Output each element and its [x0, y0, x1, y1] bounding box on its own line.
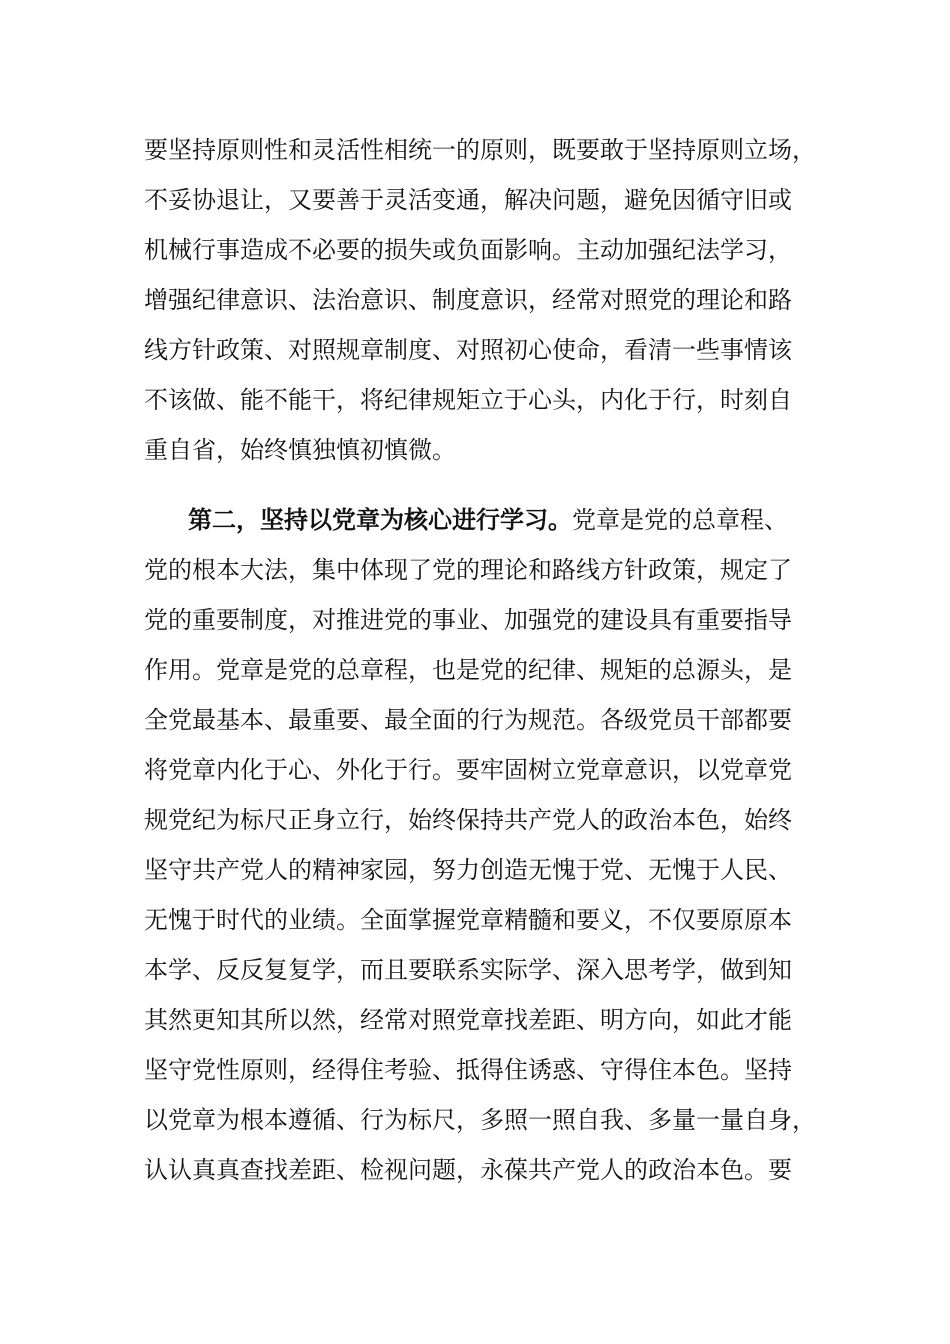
- paragraph-line: 坚守党性原则，经得住考验、抵得住诱惑、守得住本色。坚持: [144, 1056, 792, 1084]
- paragraph-line: 重自省，始终慎独慎初慎微。: [144, 436, 456, 464]
- paragraph-line: 党的根本大法，集中体现了党的理论和路线方针政策，规定了: [144, 556, 792, 584]
- section-heading: 第二，坚持以党章为核心进行学习。: [188, 506, 572, 534]
- paragraph-line: 增强纪律意识、法治意识、制度意识，经常对照党的理论和路: [144, 286, 792, 314]
- paragraph-line: 本学、反反复复学，而且要联系实际学、深入思考学，做到知: [144, 956, 792, 984]
- paragraph-line: 不妥协退让，又要善于灵活变通，解决问题，避免因循守旧或: [144, 186, 792, 214]
- paragraph-line: 其然更知其所以然，经常对照党章找差距、明方向，如此才能: [144, 1006, 792, 1034]
- paragraph-line: 坚守共产党人的精神家园，努力创造无愧于党、无愧于人民、: [144, 856, 792, 884]
- paragraph-line: 作用。党章是党的总章程，也是党的纪律、规矩的总源头，是: [144, 656, 792, 684]
- paragraph-line: 党的重要制度，对推进党的事业、加强党的建设具有重要指导: [144, 606, 792, 634]
- paragraph-line: 以党章为根本遵循、行为标尺，多照一照自我、多量一量自身，: [144, 1106, 816, 1134]
- paragraph-line: 要坚持原则性和灵活性相统一的原则，既要敢于坚持原则立场，: [144, 136, 816, 164]
- paragraph-line: 将党章内化于心、外化于行。要牢固树立党章意识，以党章党: [144, 756, 792, 784]
- paragraph-line: 线方针政策、对照规章制度、对照初心使命，看清一些事情该: [144, 336, 792, 364]
- paragraph-line: 规党纪为标尺正身立行，始终保持共产党人的政治本色，始终: [144, 806, 792, 834]
- paragraph-first-line: [144, 495, 824, 545]
- paragraph-line: 认认真真查找差距、检视问题，永葆共产党人的政治本色。要: [144, 1156, 792, 1184]
- paragraph-line: 不该做、能不能干，将纪律规矩立于心头，内化于行，时刻自: [144, 386, 792, 414]
- paragraph-line: 无愧于时代的业绩。全面掌握党章精髓和要义，不仅要原原本: [144, 906, 792, 934]
- paragraph-1: [144, 125, 824, 475]
- paragraph-line: 机械行事造成不必要的损失或负面影响。主动加强纪法学习，: [144, 236, 792, 264]
- paragraph-2: [144, 495, 824, 1195]
- paragraph-line: 全党最基本、最重要、最全面的行为规范。各级党员干部都要: [144, 706, 792, 734]
- paragraph-text: 党章是党的总章程、: [572, 506, 788, 534]
